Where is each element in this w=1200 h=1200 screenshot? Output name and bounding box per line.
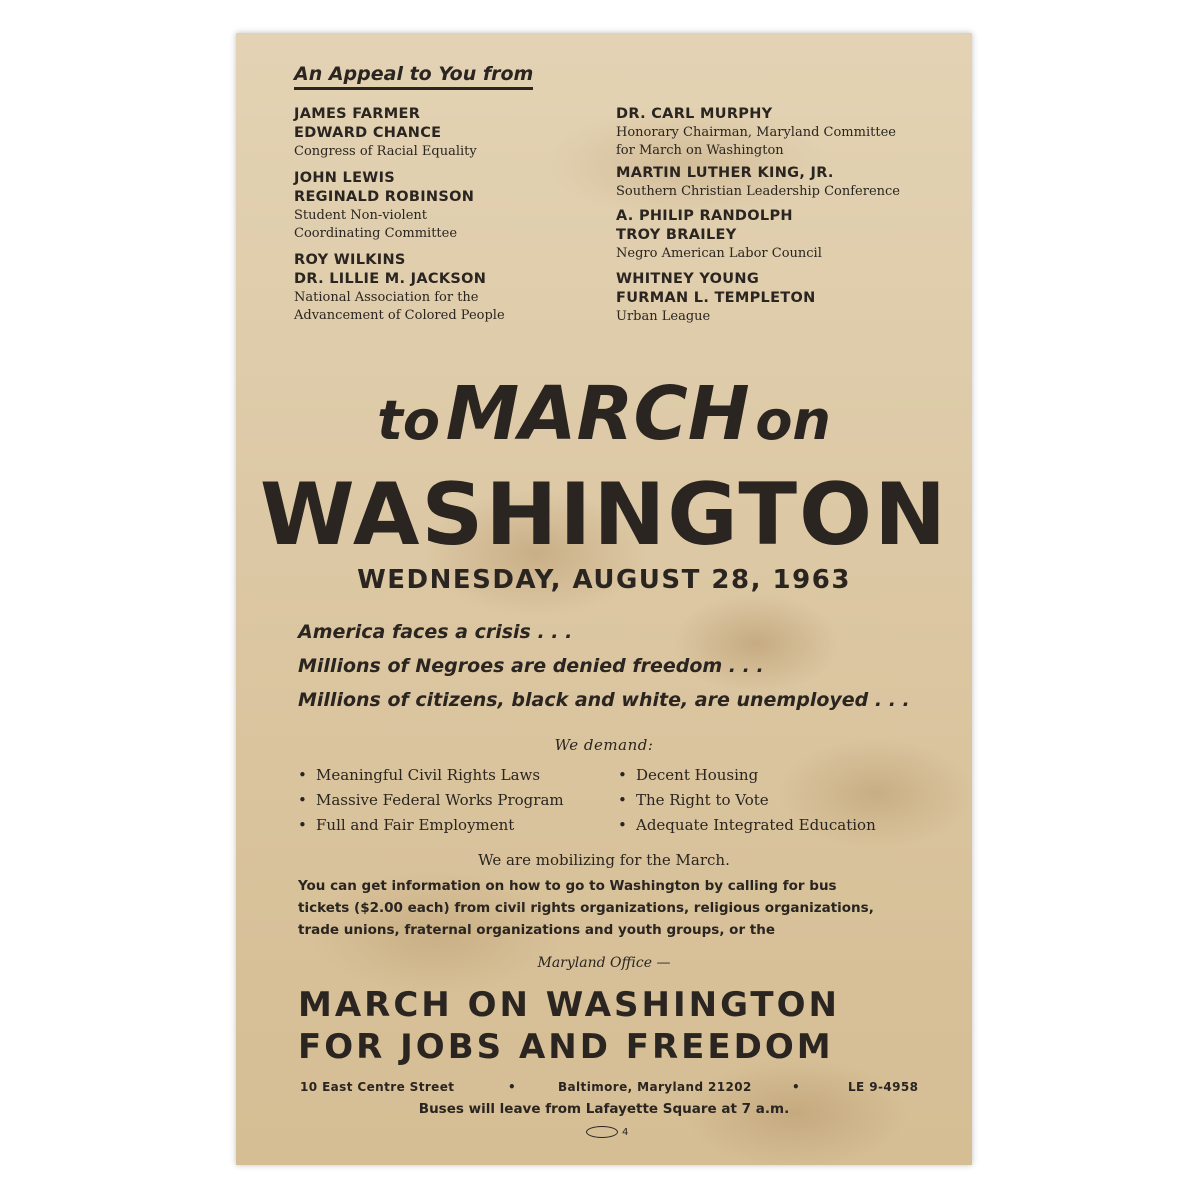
org-desc: National Association for the [294,290,479,305]
demand-text: Decent Housing [636,766,759,784]
event-date: WEDNESDAY, AUGUST 28, 1963 [357,565,851,595]
org-desc: Student Non-violent [294,208,427,223]
headline-main: MARCH [445,371,750,457]
headline-line-2: WASHINGTON [259,465,949,565]
demand-heading: We demand: [554,736,654,754]
org-name: EDWARD CHANCE [294,125,442,141]
bullet-dot: • [298,816,307,834]
demand-text: The Right to Vote [636,791,769,809]
org-name: JAMES FARMER [294,106,421,122]
org-desc: Coordinating Committee [294,226,458,241]
org-desc: Negro American Labor Council [616,246,822,261]
org-block-urban-league [616,270,816,326]
bullet-dot: • [618,816,627,834]
maryland-office-label: Maryland Office — [537,955,671,971]
address-city: Baltimore, Maryland 21202 [558,1080,752,1094]
bullet-dot: • [298,766,307,784]
bullet-dot: • [298,791,307,809]
demand-text: Meaningful Civil Rights Laws [316,766,541,784]
org-name: TROY BRAILEY [616,227,737,243]
org-block-naacp [294,251,505,325]
org-block-sncc [294,169,474,243]
mobilizing-line: We are mobilizing for the March. [478,851,730,869]
org-desc: for March on Washington [616,143,784,158]
address-phone: LE 9-4958 [848,1080,919,1094]
org-block-murphy [616,105,896,160]
headline-line-1 [236,371,972,457]
org-name: WHITNEY YOUNG [616,271,760,287]
org-desc: Urban League [616,309,711,324]
flyer-paper [236,33,972,1165]
info-paragraph [298,875,920,941]
union-bug-number: 4 [622,1126,629,1138]
org-name: DR. LILLIE M. JACKSON [294,271,487,287]
org-name: FURMAN L. TEMPLETON [616,290,816,306]
appeal-heading: An Appeal to You from [294,63,533,90]
org-desc: Honorary Chairman, Maryland Committee [616,125,896,140]
headline-prefix: to [377,389,441,452]
org-name: DR. CARL MURPHY [616,106,773,122]
bullet-dot: • [618,766,627,784]
address-street: 10 East Centre Street [300,1080,455,1094]
org-desc: Congress of Racial Equality [294,144,477,159]
buses-line: Buses will leave from Lafayette Square at 7 a.m. [418,1101,790,1117]
org-name: REGINALD ROBINSON [294,189,475,205]
bullet-dot: • [618,791,627,809]
info-line: trade unions, fraternal organizations and youth groups, or the [298,922,776,938]
org-name: JOHN LEWIS [294,170,396,186]
demand-text: Adequate Integrated Education [636,816,876,834]
demand-item [298,766,540,784]
address-separator: • [792,1080,801,1094]
org-block-nalc [616,207,822,263]
org-name: ROY WILKINS [294,252,406,268]
demand-item [618,791,769,809]
org-desc: Southern Christian Leadership Conference [616,184,900,199]
org-title-line: FOR JOBS AND FREEDOM [298,1027,834,1067]
demand-text: Full and Fair Employment [316,816,515,834]
union-bug-icon [586,1126,618,1138]
demand-item [618,766,758,784]
crisis-line: Millions of Negroes are denied freedom . . . [298,655,764,677]
union-bug [586,1126,628,1138]
info-line: tickets ($2.00 each) from civil rights organizations, religious organizations, [298,900,874,916]
demand-item [298,816,514,834]
address-separator: • [508,1080,517,1094]
demand-text: Massive Federal Works Program [316,791,564,809]
demand-item [298,791,564,809]
org-name: MARTIN LUTHER KING, JR. [616,165,834,181]
crisis-line: Millions of citizens, black and white, are unemployed . . . [298,689,910,711]
info-line: You can get information on how to go to Washington by calling for bus [298,878,837,894]
org-title-line: MARCH ON WASHINGTON [298,985,840,1025]
org-desc: Advancement of Colored People [294,308,505,323]
headline-suffix: on [755,389,831,452]
crisis-line: America faces a crisis . . . [298,621,573,643]
demand-item [618,816,876,834]
org-name: A. PHILIP RANDOLPH [616,208,793,224]
org-block-core [294,105,477,161]
org-block-sclc [616,164,900,201]
